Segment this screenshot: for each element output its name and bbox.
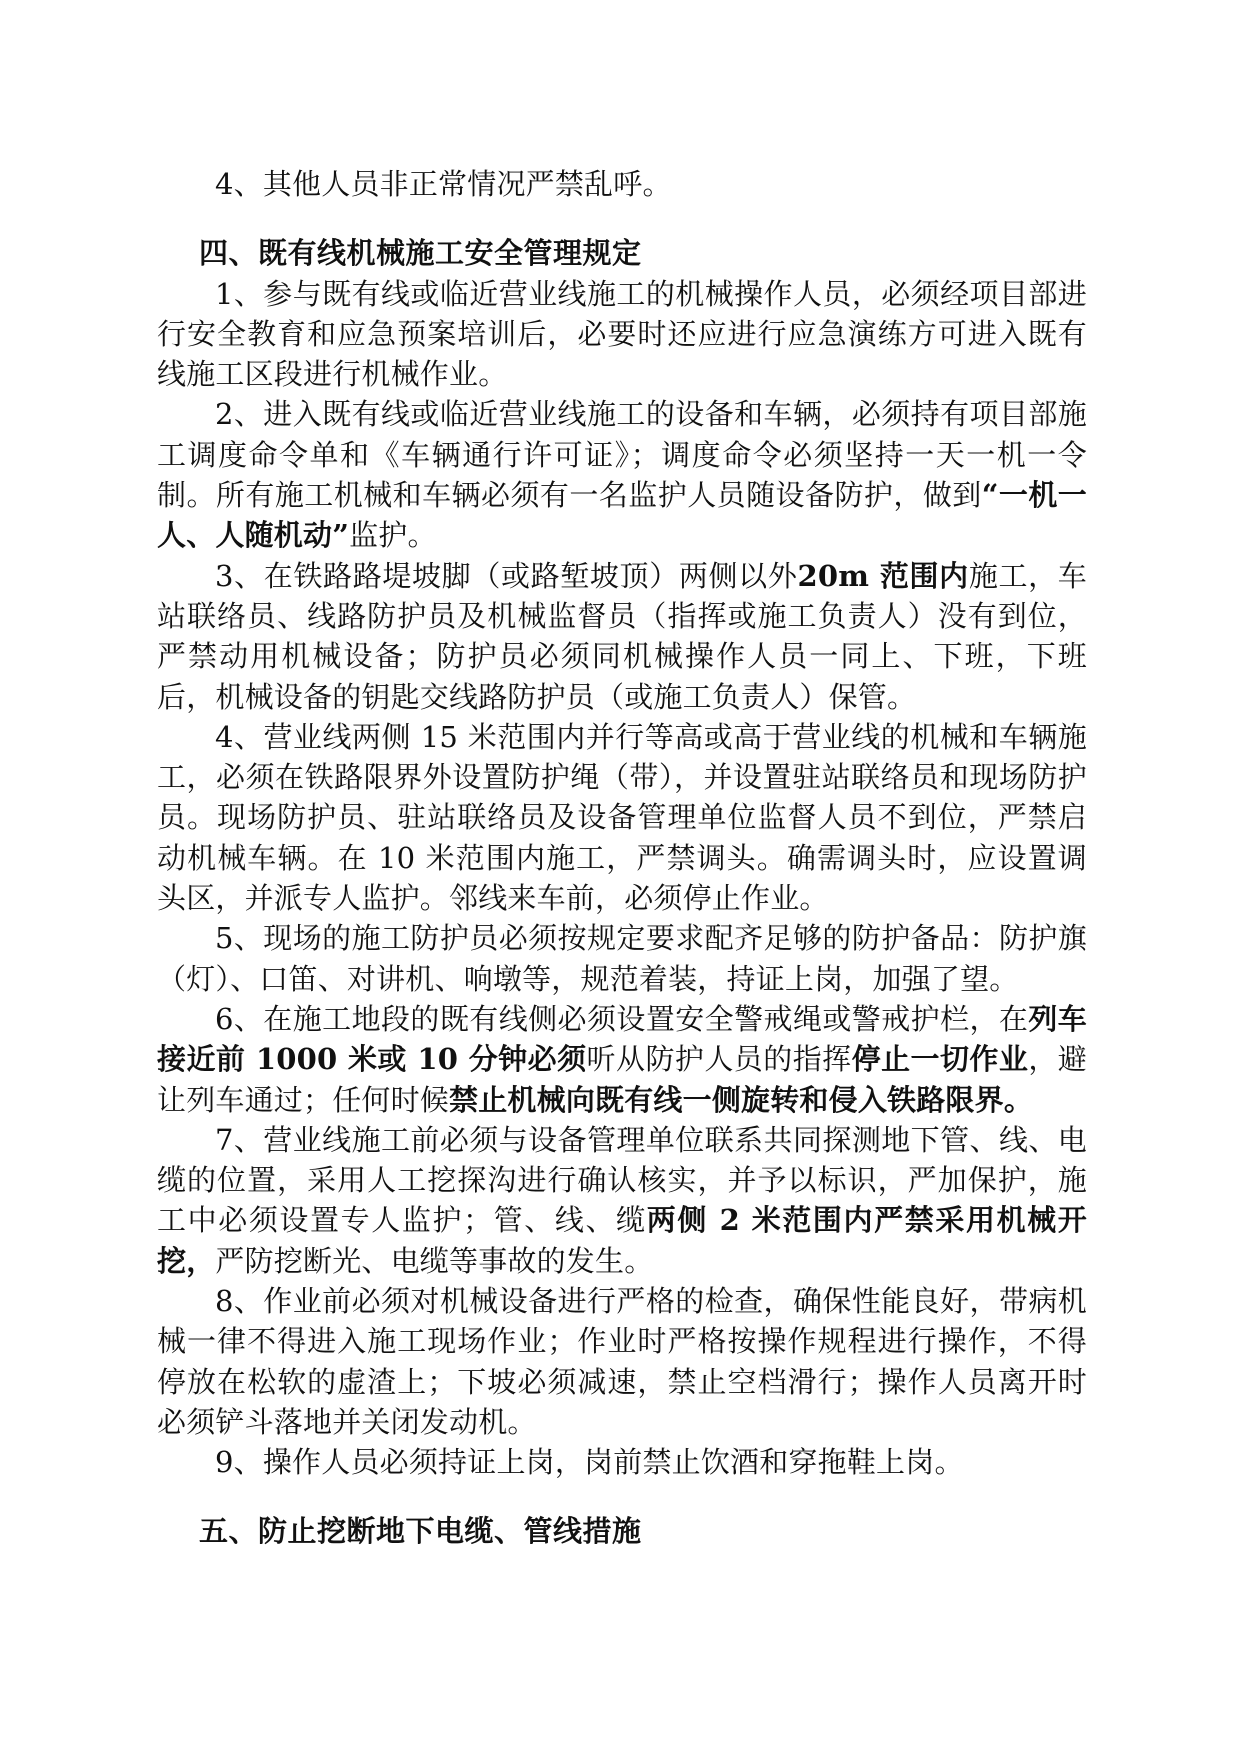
section-heading-5: 五、防止挖断地下电缆、管线措施 [199, 1513, 642, 1548]
paragraph-6-text-c: ，避让列车通过；任何时候 [157, 1042, 1087, 1117]
paragraph-item-4: 4、其他人员非正常情况严禁乱呼。 [215, 167, 672, 201]
paragraph-3 [157, 556, 1087, 717]
paragraph-6-bold-1: 列车接近前 1000 米或 10 分钟必须 [157, 1001, 1087, 1077]
paragraph-4: 4、营业线两侧 15 米范围内并行等高或高于营业线的机械和车辆施工，必须在铁路限界外设置防护绳（带），并设置驻站联络员和现场防护员。现场防护员、驻站联络员及设备管理单位监督人员不到位，严禁启动机械车辆。在 10 米范围内施工，严禁调头。确需调头时，应设置调头区，并派专人监护。邻线来车前，必须停止作业。 [157, 719, 1087, 916]
paragraph-9: 9、操作人员必须持证上岗，岗前禁止饮酒和穿拖鞋上岗。 [215, 1445, 964, 1480]
paragraph-6 [157, 999, 1087, 1120]
paragraph-7-bold: 两侧 2 米范围内严禁采用机械开挖， [157, 1203, 1087, 1278]
document-body [157, 164, 1087, 1551]
paragraph-7-text-b: 严防挖断光、电缆等事故的发生。 [215, 1243, 654, 1278]
paragraph-2 [157, 394, 1087, 555]
paragraph-2-text-b: 监护。 [349, 518, 437, 553]
paragraph-7-text-a: 7、营业线施工前必须与设备管理单位联系共同探测地下管、线、电缆的位置，采用人工挖探沟进行确认核实，并予以标识，严加保护，施工中必须设置专人监护；管、线、缆 [157, 1122, 1087, 1238]
spacer [157, 204, 1087, 233]
paragraph-6-text-b: 听从防护人员的指挥 [586, 1042, 852, 1077]
paragraph-6-bold-3: 禁止机械向既有线一侧旋转和侵入铁路限界。 [449, 1082, 1034, 1117]
paragraph-3-text-b: 施工，车站联络员、线路防护员及机械监督员（指挥或施工负责人）没有到位，严禁动用机械设备；防护员必须同机械操作人员一同上、下班，下班后，机械设备的钥匙交线路防护员（或施工负责人）保管。 [157, 558, 1087, 714]
paragraph-3-text-a: 3、在铁路路堤坡脚（或路堑坡顶）两侧以外 [215, 558, 798, 593]
paragraph-2-bold: “一机一人、人随机动” [157, 478, 1087, 553]
paragraph-5: 5、现场的施工防护员必须按规定要求配齐足够的防护备品：防护旗（灯）、口笛、对讲机、响墩等，规范着装，持证上岗，加强了望。 [157, 921, 1087, 996]
paragraph-6-bold-2: 停止一切作业 [851, 1042, 1029, 1077]
paragraph-2-text-a: 2、进入既有线或临近营业线施工的设备和车辆，必须持有项目部施工调度命令单和《车辆通行许可证》；调度命令必须坚持一天一机一令制。所有施工机械和车辆必须有一名监护人员随设备防护，做到 [157, 397, 1087, 513]
section-heading-4: 四、既有线机械施工安全管理规定 [199, 236, 642, 271]
paragraph-3-bold: 20m 范围内 [797, 558, 969, 593]
paragraph-1: 1、参与既有线或临近营业线施工的机械操作人员，必须经项目部进行安全教育和应急预案培训后，必要时还应进行应急演练方可进入既有线施工区段进行机械作业。 [157, 276, 1087, 392]
paragraph-8: 8、作业前必须对机械设备进行严格的检查，确保性能良好，带病机械一律不得进入施工现场作业；作业时严格按操作规程进行操作，不得停放在松软的虚渣上；下坡必须减速，禁止空档滑行；操作人员离开时必须铲斗落地并关闭发动机。 [157, 1284, 1087, 1439]
paragraph-7 [157, 1120, 1087, 1281]
spacer [157, 1483, 1087, 1511]
paragraph-6-text-a: 6、在施工地段的既有线侧必须设置安全警戒绳或警戒护栏，在 [215, 1001, 1029, 1036]
